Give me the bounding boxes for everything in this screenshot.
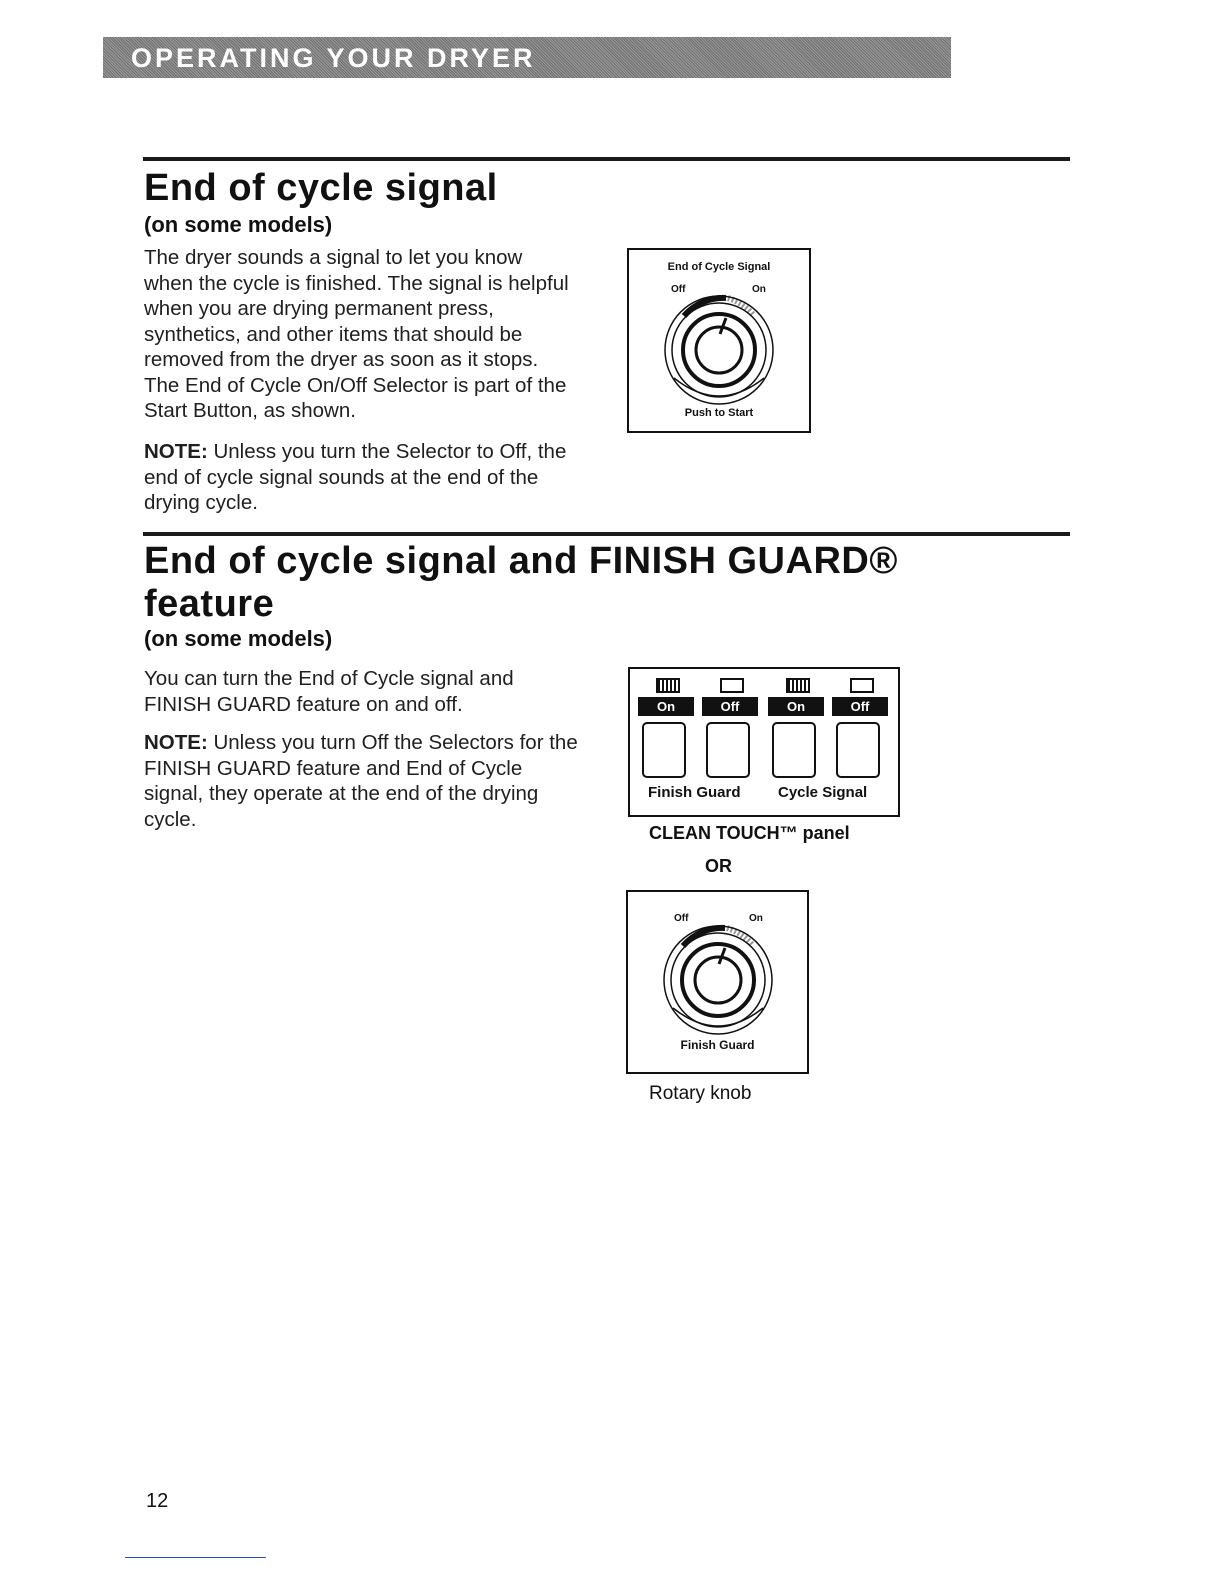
rotary-knob-figure <box>626 890 809 1074</box>
note-text: Unless you turn Off the Selectors for the FINISH GUARD feature and End of Cycle signal, they operate at the end of the drying cycle. <box>144 731 578 831</box>
finish-guard-on-label: On <box>638 697 694 716</box>
finish-guard-on-button[interactable] <box>642 722 686 778</box>
section-title: End of cycle signal <box>144 167 498 209</box>
panel-caption: CLEAN TOUCH™ panel <box>649 823 850 843</box>
finish-guard-off-button[interactable] <box>706 722 750 778</box>
section-title-continued: feature <box>144 583 275 625</box>
section-title: End of cycle signal and FINISH GUARD® <box>144 540 898 582</box>
section-note <box>144 439 584 516</box>
on-label: On <box>752 284 766 295</box>
selector-knob-icon[interactable] <box>654 286 784 408</box>
section-body: You can turn the End of Cycle signal and FINISH GUARD feature on and off. <box>144 667 514 716</box>
clean-touch-panel-figure <box>628 667 900 817</box>
cycle-signal-off-label: Off <box>832 697 888 716</box>
finish-guard-knob-icon[interactable] <box>653 916 783 1038</box>
indicator-light-icon <box>786 678 810 693</box>
start-button-figure <box>627 248 811 433</box>
finish-guard-group-label: Finish Guard <box>648 784 741 801</box>
knob-caption: Rotary knob <box>649 1083 752 1104</box>
or-label: OR <box>705 856 732 876</box>
on-label: On <box>749 913 763 924</box>
note-label: NOTE: <box>144 440 208 463</box>
cycle-signal-off-button[interactable] <box>836 722 880 778</box>
push-to-start-label: Push to Start <box>684 407 754 419</box>
cycle-signal-group-label: Cycle Signal <box>778 784 868 801</box>
finish-guard-label: Finish Guard <box>680 1038 755 1052</box>
section-divider <box>143 157 1070 161</box>
section-note <box>144 730 579 832</box>
finish-guard-off-label: Off <box>702 697 758 716</box>
off-label: Off <box>674 913 689 924</box>
section-body: The dryer sounds a signal to let you know when the cycle is finished. The signal is helpful when you are drying permanent press, synthetics, and other items that should be removed from the dryer as soon as it stops. The End of Cycle On/Off Selector is part of the Start Button, as shown. <box>144 246 569 422</box>
note-text: Unless you turn the Selector to Off, the end of cycle signal sounds at the end of the drying cycle. <box>144 440 567 514</box>
section-divider <box>143 532 1070 536</box>
indicator-light-icon <box>656 678 680 693</box>
section-subtitle: (on some models) <box>144 212 333 237</box>
cycle-signal-on-label: On <box>768 697 824 716</box>
indicator-light-icon <box>720 678 744 693</box>
note-label: NOTE: <box>144 731 208 754</box>
page-number: 12 <box>146 1490 169 1512</box>
banner-title: OPERATING YOUR DRYER <box>131 43 536 73</box>
indicator-light-icon <box>850 678 874 693</box>
figure-title: End of Cycle Signal <box>667 261 771 273</box>
section-subtitle: (on some models) <box>144 626 333 651</box>
section-banner <box>103 37 951 78</box>
off-label: Off <box>671 284 686 295</box>
footer-rule <box>125 1557 266 1558</box>
cycle-signal-on-button[interactable] <box>772 722 816 778</box>
